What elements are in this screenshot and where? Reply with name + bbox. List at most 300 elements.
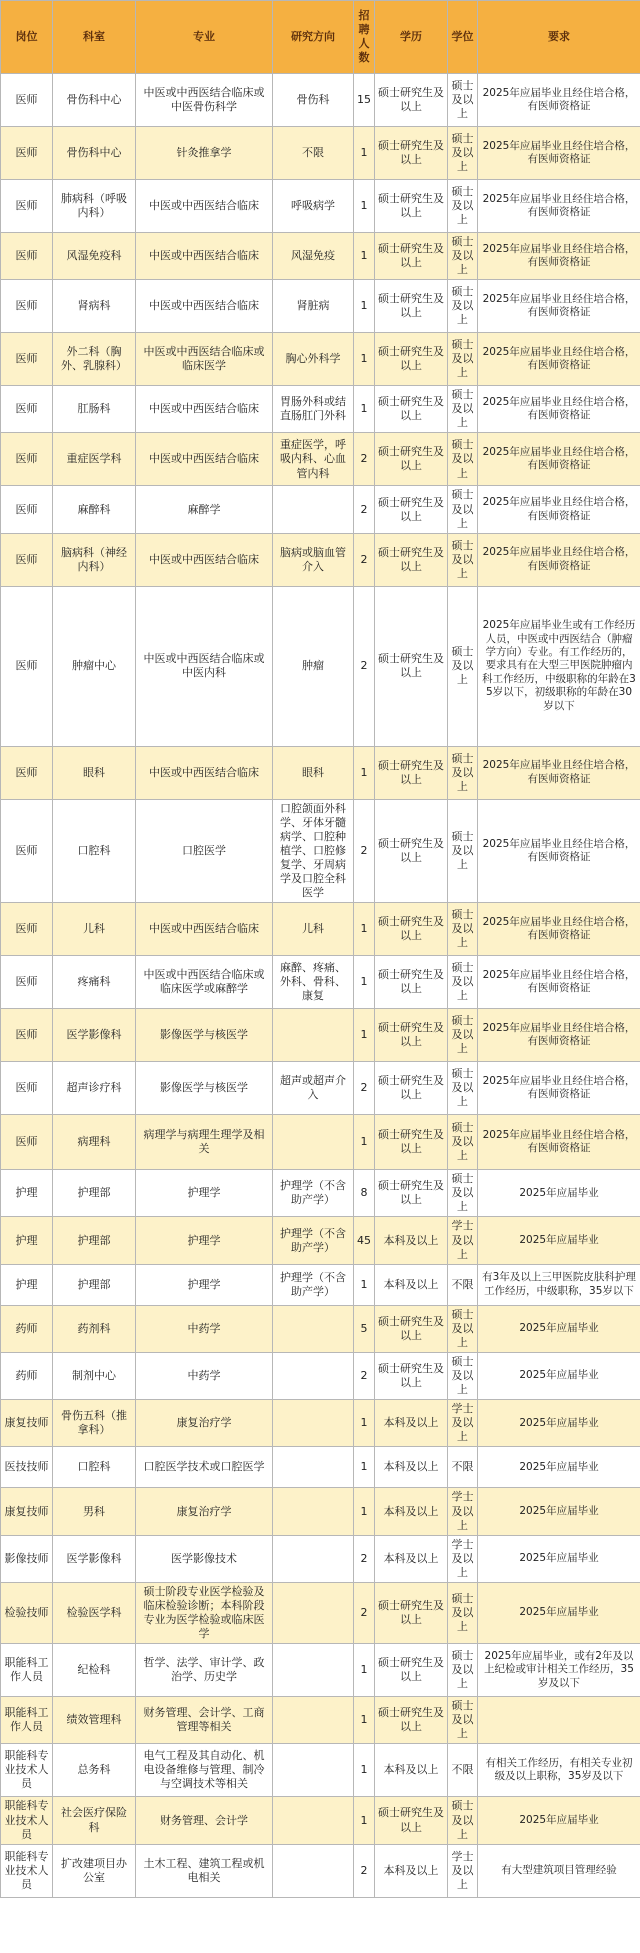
- cell-post: 医师: [1, 533, 53, 586]
- cell-dept: 重症医学科: [53, 433, 136, 486]
- cell-direction: 肿瘤: [273, 586, 354, 746]
- cell-education: 硕士研究生及以上: [375, 486, 448, 533]
- cell-count: 15: [354, 74, 375, 127]
- cell-degree: 不限: [448, 1744, 478, 1797]
- table-row: [1, 1535, 640, 1582]
- cell-dept: 超声诊疗科: [53, 1062, 136, 1115]
- cell-count: 1: [354, 386, 375, 433]
- cell-post: 医师: [1, 1115, 53, 1170]
- header-major: 专业: [136, 1, 273, 74]
- cell-count: 45: [354, 1217, 375, 1264]
- cell-direction: 麻醉、疼痛、外科、骨科、康复: [273, 956, 354, 1009]
- table-row: [1, 333, 640, 386]
- cell-count: 2: [354, 1535, 375, 1582]
- cell-direction: 超声或超声介入: [273, 1062, 354, 1115]
- cell-major: 中医或中西医结合临床或临床医学或麻醉学: [136, 956, 273, 1009]
- table-row: [1, 1582, 640, 1643]
- cell-count: 1: [354, 956, 375, 1009]
- cell-direction: [273, 1697, 354, 1744]
- cell-education: 硕士研究生及以上: [375, 74, 448, 127]
- cell-degree: 硕士及以上: [448, 1352, 478, 1399]
- cell-degree: 不限: [448, 1264, 478, 1305]
- cell-education: 硕士研究生及以上: [375, 1797, 448, 1844]
- table-row: [1, 533, 640, 586]
- table-row: [1, 433, 640, 486]
- cell-major: 中医或中西医结合临床: [136, 433, 273, 486]
- table-row: [1, 1697, 640, 1744]
- cell-post: 医师: [1, 180, 53, 233]
- cell-degree: 硕士及以上: [448, 1644, 478, 1697]
- cell-dept: 制剂中心: [53, 1352, 136, 1399]
- cell-dept: 肿瘤中心: [53, 586, 136, 746]
- cell-count: 1: [354, 1797, 375, 1844]
- cell-direction: [273, 1644, 354, 1697]
- table-row: [1, 1352, 640, 1399]
- header-requirement: 要求: [478, 1, 640, 74]
- cell-major: 针灸推拿学: [136, 127, 273, 180]
- cell-requirement: 2025年应届毕业且经住培合格，有医师资格证: [478, 1009, 640, 1062]
- cell-direction: 护理学（不含助产学）: [273, 1264, 354, 1305]
- cell-education: 硕士研究生及以上: [375, 799, 448, 903]
- cell-post: 医师: [1, 74, 53, 127]
- cell-major: 护理学: [136, 1217, 273, 1264]
- cell-count: 2: [354, 1844, 375, 1897]
- cell-major: 影像医学与核医学: [136, 1009, 273, 1062]
- table-row: [1, 799, 640, 903]
- cell-direction: [273, 1535, 354, 1582]
- cell-dept: 纪检科: [53, 1644, 136, 1697]
- cell-post: 医师: [1, 280, 53, 333]
- cell-count: 1: [354, 1697, 375, 1744]
- cell-post: 护理: [1, 1217, 53, 1264]
- cell-major: 中医或中西医结合临床或中医内科: [136, 586, 273, 746]
- cell-degree: 硕士及以上: [448, 233, 478, 280]
- cell-requirement: 2025年应届毕业且经住培合格，有医师资格证: [478, 903, 640, 956]
- cell-degree: 硕士及以上: [448, 1797, 478, 1844]
- cell-direction: [273, 1488, 354, 1535]
- cell-count: 2: [354, 1062, 375, 1115]
- cell-degree: 硕士及以上: [448, 746, 478, 799]
- cell-major: 中药学: [136, 1352, 273, 1399]
- cell-post: 医师: [1, 799, 53, 903]
- cell-post: 医师: [1, 746, 53, 799]
- cell-dept: 护理部: [53, 1170, 136, 1217]
- cell-education: 本科及以上: [375, 1488, 448, 1535]
- cell-requirement: [478, 1697, 640, 1744]
- cell-requirement: 2025年应届毕业: [478, 1400, 640, 1447]
- cell-count: 5: [354, 1305, 375, 1352]
- cell-degree: 硕士及以上: [448, 1305, 478, 1352]
- cell-direction: 胸心外科学: [273, 333, 354, 386]
- header-direction: 研究方向: [273, 1, 354, 74]
- cell-direction: 口腔颌面外科学、牙体牙髓病学、口腔种植学、口腔修复学、牙周病学及口腔全科医学: [273, 799, 354, 903]
- table-row: [1, 1400, 640, 1447]
- cell-requirement: 2025年应届毕业且经住培合格，有医师资格证: [478, 180, 640, 233]
- cell-requirement: 2025年应届毕业且经住培合格，有医师资格证: [478, 127, 640, 180]
- cell-requirement: 2025年应届毕业: [478, 1488, 640, 1535]
- cell-degree: 硕士及以上: [448, 1697, 478, 1744]
- cell-degree: 硕士及以上: [448, 433, 478, 486]
- table-row: [1, 1009, 640, 1062]
- cell-direction: [273, 1352, 354, 1399]
- cell-education: 本科及以上: [375, 1217, 448, 1264]
- cell-requirement: 2025年应届毕业且经住培合格，有医师资格证: [478, 280, 640, 333]
- cell-degree: 学士及以上: [448, 1217, 478, 1264]
- table-row: [1, 280, 640, 333]
- cell-education: 本科及以上: [375, 1844, 448, 1897]
- cell-education: 硕士研究生及以上: [375, 1170, 448, 1217]
- cell-education: 硕士研究生及以上: [375, 1582, 448, 1643]
- table-row: [1, 233, 640, 280]
- cell-dept: 风湿免疫科: [53, 233, 136, 280]
- cell-dept: 护理部: [53, 1217, 136, 1264]
- table-row: [1, 180, 640, 233]
- header-count: 招聘人数: [354, 1, 375, 74]
- cell-education: 硕士研究生及以上: [375, 1352, 448, 1399]
- cell-post: 药师: [1, 1352, 53, 1399]
- cell-post: 医师: [1, 333, 53, 386]
- cell-education: 硕士研究生及以上: [375, 333, 448, 386]
- cell-degree: 硕士及以上: [448, 903, 478, 956]
- cell-education: 硕士研究生及以上: [375, 1644, 448, 1697]
- cell-major: 康复治疗学: [136, 1400, 273, 1447]
- table-row: [1, 1744, 640, 1797]
- cell-requirement: 2025年应届毕业: [478, 1797, 640, 1844]
- cell-degree: 硕士及以上: [448, 1170, 478, 1217]
- table-row: [1, 1062, 640, 1115]
- cell-education: 硕士研究生及以上: [375, 1009, 448, 1062]
- cell-dept: 肛肠科: [53, 386, 136, 433]
- cell-direction: [273, 1305, 354, 1352]
- cell-education: 硕士研究生及以上: [375, 386, 448, 433]
- cell-dept: 社会医疗保险科: [53, 1797, 136, 1844]
- cell-education: 本科及以上: [375, 1447, 448, 1488]
- cell-post: 护理: [1, 1170, 53, 1217]
- cell-requirement: 2025年应届毕业: [478, 1535, 640, 1582]
- cell-count: 2: [354, 1582, 375, 1643]
- cell-degree: 硕士及以上: [448, 386, 478, 433]
- cell-requirement: 2025年应届毕业，或有2年及以上纪检或审计相关工作经历，35岁及以下: [478, 1644, 640, 1697]
- cell-post: 检验技师: [1, 1582, 53, 1643]
- cell-dept: 医学影像科: [53, 1009, 136, 1062]
- cell-major: 财务管理、会计学、工商管理等相关: [136, 1697, 273, 1744]
- cell-direction: [273, 1582, 354, 1643]
- cell-requirement: 2025年应届毕业且经住培合格，有医师资格证: [478, 233, 640, 280]
- cell-direction: [273, 1744, 354, 1797]
- cell-direction: [273, 1009, 354, 1062]
- cell-degree: 硕士及以上: [448, 956, 478, 1009]
- cell-count: 1: [354, 1400, 375, 1447]
- cell-count: 1: [354, 1264, 375, 1305]
- cell-post: 影像技师: [1, 1535, 53, 1582]
- cell-major: 护理学: [136, 1264, 273, 1305]
- cell-education: 硕士研究生及以上: [375, 1305, 448, 1352]
- cell-dept: 口腔科: [53, 799, 136, 903]
- cell-education: 本科及以上: [375, 1744, 448, 1797]
- table-row: [1, 1447, 640, 1488]
- cell-count: 1: [354, 1644, 375, 1697]
- cell-post: 医师: [1, 586, 53, 746]
- cell-requirement: 有大型建筑项目管理经验: [478, 1844, 640, 1897]
- cell-degree: 硕士及以上: [448, 127, 478, 180]
- cell-post: 康复技师: [1, 1400, 53, 1447]
- cell-requirement: 2025年应届毕业且经住培合格，有医师资格证: [478, 1115, 640, 1170]
- header-post: 岗位: [1, 1, 53, 74]
- cell-dept: 麻醉科: [53, 486, 136, 533]
- cell-post: 职能科工作人员: [1, 1644, 53, 1697]
- cell-count: 2: [354, 586, 375, 746]
- cell-direction: 脑病或脑血管介入: [273, 533, 354, 586]
- cell-major: 中医或中西医结合临床: [136, 280, 273, 333]
- cell-requirement: 2025年应届毕业且经住培合格，有医师资格证: [478, 433, 640, 486]
- cell-education: 本科及以上: [375, 1535, 448, 1582]
- cell-requirement: 2025年应届毕业且经住培合格，有医师资格证: [478, 333, 640, 386]
- cell-major: 哲学、法学、审计学、政治学、历史学: [136, 1644, 273, 1697]
- cell-dept: 儿科: [53, 903, 136, 956]
- cell-count: 1: [354, 1744, 375, 1797]
- cell-count: 2: [354, 533, 375, 586]
- table-row: [1, 1488, 640, 1535]
- cell-major: 中医或中西医结合临床或临床医学: [136, 333, 273, 386]
- cell-post: 医师: [1, 386, 53, 433]
- cell-major: 口腔医学: [136, 799, 273, 903]
- cell-education: 硕士研究生及以上: [375, 956, 448, 1009]
- cell-requirement: 2025年应届毕业且经住培合格，有医师资格证: [478, 486, 640, 533]
- cell-education: 硕士研究生及以上: [375, 127, 448, 180]
- cell-direction: [273, 1400, 354, 1447]
- header-dept: 科室: [53, 1, 136, 74]
- cell-count: 1: [354, 746, 375, 799]
- cell-degree: 硕士及以上: [448, 74, 478, 127]
- cell-direction: [273, 1115, 354, 1170]
- cell-post: 医师: [1, 956, 53, 1009]
- cell-dept: 药剂科: [53, 1305, 136, 1352]
- cell-major: 中医或中西医结合临床: [136, 386, 273, 433]
- cell-requirement: 2025年应届毕业且经住培合格，有医师资格证: [478, 533, 640, 586]
- cell-dept: 病理科: [53, 1115, 136, 1170]
- cell-direction: 肾脏病: [273, 280, 354, 333]
- cell-major: 口腔医学技术或口腔医学: [136, 1447, 273, 1488]
- cell-major: 财务管理、会计学: [136, 1797, 273, 1844]
- cell-degree: 硕士及以上: [448, 333, 478, 386]
- cell-degree: 学士及以上: [448, 1535, 478, 1582]
- cell-requirement: 2025年应届毕业且经住培合格，有医师资格证: [478, 74, 640, 127]
- cell-degree: 学士及以上: [448, 1488, 478, 1535]
- cell-education: 硕士研究生及以上: [375, 280, 448, 333]
- header-education: 学历: [375, 1, 448, 74]
- cell-education: 硕士研究生及以上: [375, 1062, 448, 1115]
- cell-major: 医学影像技术: [136, 1535, 273, 1582]
- cell-post: 医师: [1, 486, 53, 533]
- table-row: [1, 1305, 640, 1352]
- table-row: [1, 956, 640, 1009]
- cell-degree: 不限: [448, 1447, 478, 1488]
- cell-education: 本科及以上: [375, 1264, 448, 1305]
- cell-dept: 脑病科（神经内科）: [53, 533, 136, 586]
- cell-dept: 检验医学科: [53, 1582, 136, 1643]
- cell-requirement: 2025年应届毕业且经住培合格，有医师资格证: [478, 956, 640, 1009]
- table-row: [1, 74, 640, 127]
- cell-direction: 呼吸病学: [273, 180, 354, 233]
- cell-major: 护理学: [136, 1170, 273, 1217]
- cell-direction: 眼科: [273, 746, 354, 799]
- table-row: [1, 1115, 640, 1170]
- cell-degree: 学士及以上: [448, 1844, 478, 1897]
- cell-degree: 硕士及以上: [448, 799, 478, 903]
- cell-count: 2: [354, 1352, 375, 1399]
- cell-major: 土木工程、建筑工程或机电相关: [136, 1844, 273, 1897]
- cell-post: 护理: [1, 1264, 53, 1305]
- cell-count: 1: [354, 280, 375, 333]
- table-row: [1, 746, 640, 799]
- cell-requirement: 2025年应届毕业: [478, 1217, 640, 1264]
- cell-count: 2: [354, 486, 375, 533]
- cell-post: 医师: [1, 1009, 53, 1062]
- cell-count: 1: [354, 1488, 375, 1535]
- cell-requirement: 2025年应届毕业且经住培合格，有医师资格证: [478, 1062, 640, 1115]
- cell-direction: [273, 486, 354, 533]
- cell-education: 硕士研究生及以上: [375, 746, 448, 799]
- cell-post: 医师: [1, 903, 53, 956]
- cell-direction: 重症医学，呼吸内科、心血管内科: [273, 433, 354, 486]
- cell-post: 医师: [1, 233, 53, 280]
- cell-major: 中医或中西医结合临床: [136, 903, 273, 956]
- table-row: [1, 1217, 640, 1264]
- cell-post: 康复技师: [1, 1488, 53, 1535]
- cell-major: 康复治疗学: [136, 1488, 273, 1535]
- cell-dept: 口腔科: [53, 1447, 136, 1488]
- table-row: [1, 127, 640, 180]
- cell-count: 1: [354, 903, 375, 956]
- cell-education: 本科及以上: [375, 1400, 448, 1447]
- table-row: [1, 903, 640, 956]
- cell-count: 1: [354, 127, 375, 180]
- cell-count: 1: [354, 1009, 375, 1062]
- cell-degree: 硕士及以上: [448, 486, 478, 533]
- cell-dept: 肺病科（呼吸内科）: [53, 180, 136, 233]
- cell-requirement: 2025年应届毕业: [478, 1447, 640, 1488]
- table-row: [1, 1797, 640, 1844]
- cell-post: 职能科专业技术人员: [1, 1744, 53, 1797]
- table-row: [1, 486, 640, 533]
- cell-direction: [273, 1844, 354, 1897]
- cell-education: 硕士研究生及以上: [375, 1115, 448, 1170]
- cell-education: 硕士研究生及以上: [375, 433, 448, 486]
- table-row: [1, 1264, 640, 1305]
- cell-major: 中医或中西医结合临床: [136, 180, 273, 233]
- cell-education: 硕士研究生及以上: [375, 180, 448, 233]
- cell-requirement: 2025年应届毕业: [478, 1352, 640, 1399]
- cell-post: 药师: [1, 1305, 53, 1352]
- cell-post: 职能科专业技术人员: [1, 1797, 53, 1844]
- table-row: [1, 1844, 640, 1897]
- cell-major: 中医或中西医结合临床: [136, 746, 273, 799]
- cell-requirement: 2025年应届毕业且经住培合格，有医师资格证: [478, 746, 640, 799]
- cell-direction: 护理学（不含助产学）: [273, 1170, 354, 1217]
- cell-direction: 胃肠外科或结直肠肛门外科: [273, 386, 354, 433]
- cell-education: 硕士研究生及以上: [375, 233, 448, 280]
- cell-dept: 骨伤科中心: [53, 74, 136, 127]
- cell-education: 硕士研究生及以上: [375, 903, 448, 956]
- cell-major: 电气工程及其自动化、机电设备维修与管理、制冷与空调技术等相关: [136, 1744, 273, 1797]
- cell-post: 职能科工作人员: [1, 1697, 53, 1744]
- cell-dept: 骨伤五科（推拿科）: [53, 1400, 136, 1447]
- cell-major: 中医或中西医结合临床或中医骨伤科学: [136, 74, 273, 127]
- cell-requirement: 2025年应届毕业: [478, 1170, 640, 1217]
- cell-post: 职能科专业技术人员: [1, 1844, 53, 1897]
- cell-count: 1: [354, 1115, 375, 1170]
- cell-direction: 不限: [273, 127, 354, 180]
- cell-major: 硕士阶段专业医学检验及临床检验诊断；本科阶段专业为医学检验或临床医学: [136, 1582, 273, 1643]
- cell-dept: 绩效管理科: [53, 1697, 136, 1744]
- cell-major: 麻醉学: [136, 486, 273, 533]
- cell-count: 2: [354, 799, 375, 903]
- cell-requirement: 有3年及以上三甲医院皮肤科护理工作经历，中级职称，35岁以下: [478, 1264, 640, 1305]
- cell-degree: 硕士及以上: [448, 1009, 478, 1062]
- cell-degree: 硕士及以上: [448, 1115, 478, 1170]
- cell-requirement: 2025年应届毕业: [478, 1305, 640, 1352]
- cell-direction: 护理学（不含助产学）: [273, 1217, 354, 1264]
- cell-requirement: 2025年应届毕业且经住培合格，有医师资格证: [478, 799, 640, 903]
- cell-direction: [273, 1447, 354, 1488]
- table-row: [1, 586, 640, 746]
- cell-dept: 肾病科: [53, 280, 136, 333]
- cell-major: 中医或中西医结合临床: [136, 533, 273, 586]
- cell-requirement: 2025年应届毕业且经住培合格，有医师资格证: [478, 386, 640, 433]
- cell-dept: 总务科: [53, 1744, 136, 1797]
- cell-direction: 儿科: [273, 903, 354, 956]
- cell-major: 病理学与病理生理学及相关: [136, 1115, 273, 1170]
- cell-direction: [273, 1797, 354, 1844]
- cell-degree: 硕士及以上: [448, 1582, 478, 1643]
- cell-major: 中医或中西医结合临床: [136, 233, 273, 280]
- cell-degree: 硕士及以上: [448, 1062, 478, 1115]
- cell-post: 医技技师: [1, 1447, 53, 1488]
- cell-degree: 硕士及以上: [448, 180, 478, 233]
- cell-education: 硕士研究生及以上: [375, 533, 448, 586]
- cell-count: 1: [354, 180, 375, 233]
- cell-degree: 学士及以上: [448, 1400, 478, 1447]
- cell-dept: 外二科（胸外、乳腺科）: [53, 333, 136, 386]
- cell-post: 医师: [1, 1062, 53, 1115]
- cell-dept: 眼科: [53, 746, 136, 799]
- cell-dept: 疼痛科: [53, 956, 136, 1009]
- cell-requirement: 有相关工作经历，有相关专业初级及以上职称，35岁及以下: [478, 1744, 640, 1797]
- cell-degree: 硕士及以上: [448, 280, 478, 333]
- cell-post: 医师: [1, 433, 53, 486]
- header-row: [1, 1, 640, 74]
- cell-dept: 医学影像科: [53, 1535, 136, 1582]
- cell-education: 硕士研究生及以上: [375, 586, 448, 746]
- cell-count: 1: [354, 233, 375, 280]
- cell-dept: 男科: [53, 1488, 136, 1535]
- cell-major: 影像医学与核医学: [136, 1062, 273, 1115]
- cell-direction: 骨伤科: [273, 74, 354, 127]
- cell-count: 1: [354, 1447, 375, 1488]
- cell-post: 医师: [1, 127, 53, 180]
- cell-direction: 风湿免疫: [273, 233, 354, 280]
- cell-degree: 硕士及以上: [448, 533, 478, 586]
- cell-count: 1: [354, 333, 375, 386]
- cell-count: 8: [354, 1170, 375, 1217]
- table-row: [1, 1170, 640, 1217]
- cell-major: 中药学: [136, 1305, 273, 1352]
- header-degree: 学位: [448, 1, 478, 74]
- cell-education: 硕士研究生及以上: [375, 1697, 448, 1744]
- cell-degree: 硕士及以上: [448, 586, 478, 746]
- cell-requirement: 2025年应届毕业: [478, 1582, 640, 1643]
- table-row: [1, 386, 640, 433]
